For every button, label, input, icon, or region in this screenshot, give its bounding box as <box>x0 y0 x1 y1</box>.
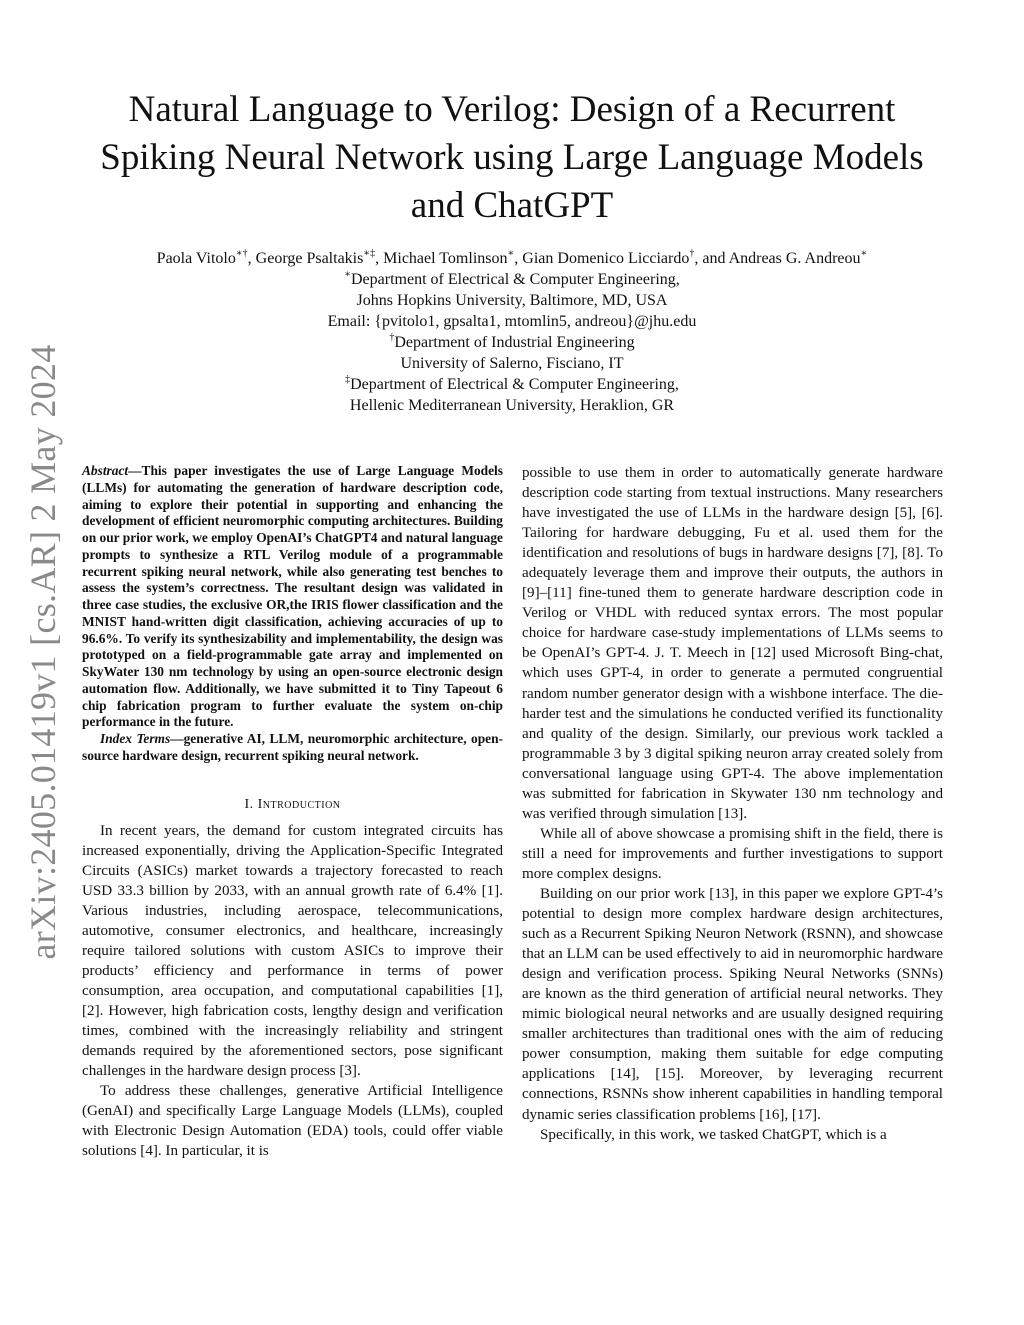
abstract-label: Abstract <box>82 463 129 478</box>
author-affiliation-mark: ∗‡ <box>363 247 376 259</box>
author-name: , and Andreas G. Andreou <box>694 250 861 267</box>
affiliation-line: University of Salerno, Fisciano, IT <box>400 355 624 372</box>
section-heading: I. Introduction <box>244 796 341 812</box>
author-affiliation-mark: † <box>689 247 695 259</box>
body-paragraph: possible to use them in order to automatically generate hardware description code starting from textual instructions. Many researchers have investigated the use of LLMs in the hardware design [5], [6]. Tailoring for hardware debugging, Fu et al. used them for the identification and resolutions of bugs in hardware designs [7], [8]. To adequately leverage them and improve their outputs, the authors in [9]–[11] fine-tuned them to generate hardware description code in Verilog or VHDL with reduced syntax errors. The most popular choice for hardware case-study implementations of LLMs seems to be OpenAI’s GPT-4. J. T. Meech in [12] used Microsoft Bing-chat, which uses GPT-4, in order to generate a permuted congruential random number generator design with a wishbone interface. The die-harder test and the simulations he conducted verified its functionality and quality of the design. Similarly, our previous work tackled a programmable 3 by 3 digital spiking neuron array created solely from conversational language using GPT-4. The above implementation was submitted for fabrication in Skywater 130 nm technology and was verified through simulation [13]. <box>522 465 943 822</box>
index-terms-text: —generative AI, LLM, neuromorphic architecture, open-source hardware design, recurrent spiking neural network. <box>82 731 503 763</box>
body-paragraph: To address these challenges, generative Artificial Intelligence (GenAI) and specifically Large Language Models (LLMs), coupled with Electronic Design Automation (EDA) tools, could offer viable solutions [4]. In particular, it is <box>82 1083 503 1160</box>
author-affiliation-mark: ∗† <box>235 247 248 259</box>
paper-title: Natural Language to Verilog: Design of a Recurrent Spiking Neural Network using Large Language Models and ChatGPT <box>100 89 924 226</box>
arxiv-identifier: arXiv:2405.01419v1 [cs.AR] 2 May 2024 <box>23 344 63 960</box>
body-paragraph: Building on our prior work [13], in this paper we explore GPT-4’s potential to design more complex hardware design architectures, such as a Recurrent Spiking Neuron Network (RSNN), and showcase that an LLM can be used effectively to aid in neuromorphic hardware design and verification process. Spiking Neural Networks (SNNs) are known as the third generation of artificial neural networks. They mimic biological neural networks and are usually designed requiring smaller architectures than traditional ones with the aim of reducing power consumption, making them suitable for edge computing applications [14], [15]. Moreover, by leveraging recurrent connections, RSNNs show inherent capabilities in handling temporal dynamic series classification problems [16], [17]. <box>522 885 943 1123</box>
abstract-text: —This paper investigates the use of Large Language Models (LLMs) for automating the generation of hardware description code, aiming to explore their potential in supporting and enhancing the development of efficient neuromorphic computing architectures. Building on our prior work, we employ OpenAI’s ChatGPT4 and natural language prompts to synthesize a RTL Verilog module of a programmable recurrent spiking neural network, while also generating test benches to assess the system’s correctness. The resultant design was validated in three case studies, the exclusive OR,the IRIS flower classification and the MNIST hand-written digit classification, achieving accuracies of up to 96.6%. To verify its synthesizability and implementability, the design was prototyped on a field-programmable gate array and implemented on SkyWater 130 nm technology by using an open-source electronic design automation flow. Additionally, we have submitted it to Tiny Tapeout 6 chip fabrication program to further evaluate the system on-chip performance in the future. <box>82 463 503 730</box>
body-paragraph: Specifically, in this work, we tasked ChatGPT, which is a <box>540 1126 887 1143</box>
author-affiliation-mark: ∗ <box>507 247 515 259</box>
author-name: Paola Vitolo <box>156 250 236 267</box>
abstract <box>82 463 503 731</box>
affiliation-line: Hellenic Mediterranean University, Heraklion, GR <box>349 397 675 414</box>
left-column <box>82 463 503 1161</box>
index-terms <box>82 731 503 765</box>
affiliation-line: †Department of Industrial Engineering <box>389 331 635 351</box>
index-terms-label: Index Terms <box>100 731 171 746</box>
arxiv-sidebar <box>4 344 82 960</box>
affiliation-line: Johns Hopkins University, Baltimore, MD, USA <box>356 292 668 309</box>
author-name: , Gian Domenico Licciardo <box>514 250 690 267</box>
author-affiliation-mark: ∗ <box>860 247 868 259</box>
affiliation-line: ‡Department of Electrical & Computer Engineering, <box>345 373 679 393</box>
author-name: , George Psaltakis <box>247 250 364 267</box>
body-paragraph: In recent years, the demand for custom integrated circuits has increased exponentially, driving the Application-Specific Integrated Circuits (ASICs) market towards a trajectory forecasted to reach USD 33.3 billion by 2033, with an annual growth rate of 6.4% [1]. Various industries, including aerospace, telecommunications, automotive, consumer electronics, and healthcare, increasingly require tailored solutions with custom ASICs to improve their products’ efficiency and performance in terms of power consumption, area occupation, and computational capabilities [1], [2]. However, high fabrication costs, lengthy design and verification times, combined with the increasingly reliability and stringent demands required by the aforementioned sectors, pose significant challenges in the hardware design process [3]. <box>82 822 503 1080</box>
author-email: Email: {pvitolo1, gpsalta1, mtomlin5, andreou}@jhu.edu <box>327 313 697 330</box>
author-list <box>60 248 964 269</box>
author-block <box>60 248 964 416</box>
affiliation-line: ∗Department of Electrical & Computer Engineering, <box>344 268 680 288</box>
author-name: , Michael Tomlinson <box>375 250 508 267</box>
body-paragraph: While all of above showcase a promising shift in the field, there is still a need for improvements and further investigations to support more complex designs. <box>522 825 943 882</box>
right-column <box>522 463 943 1145</box>
